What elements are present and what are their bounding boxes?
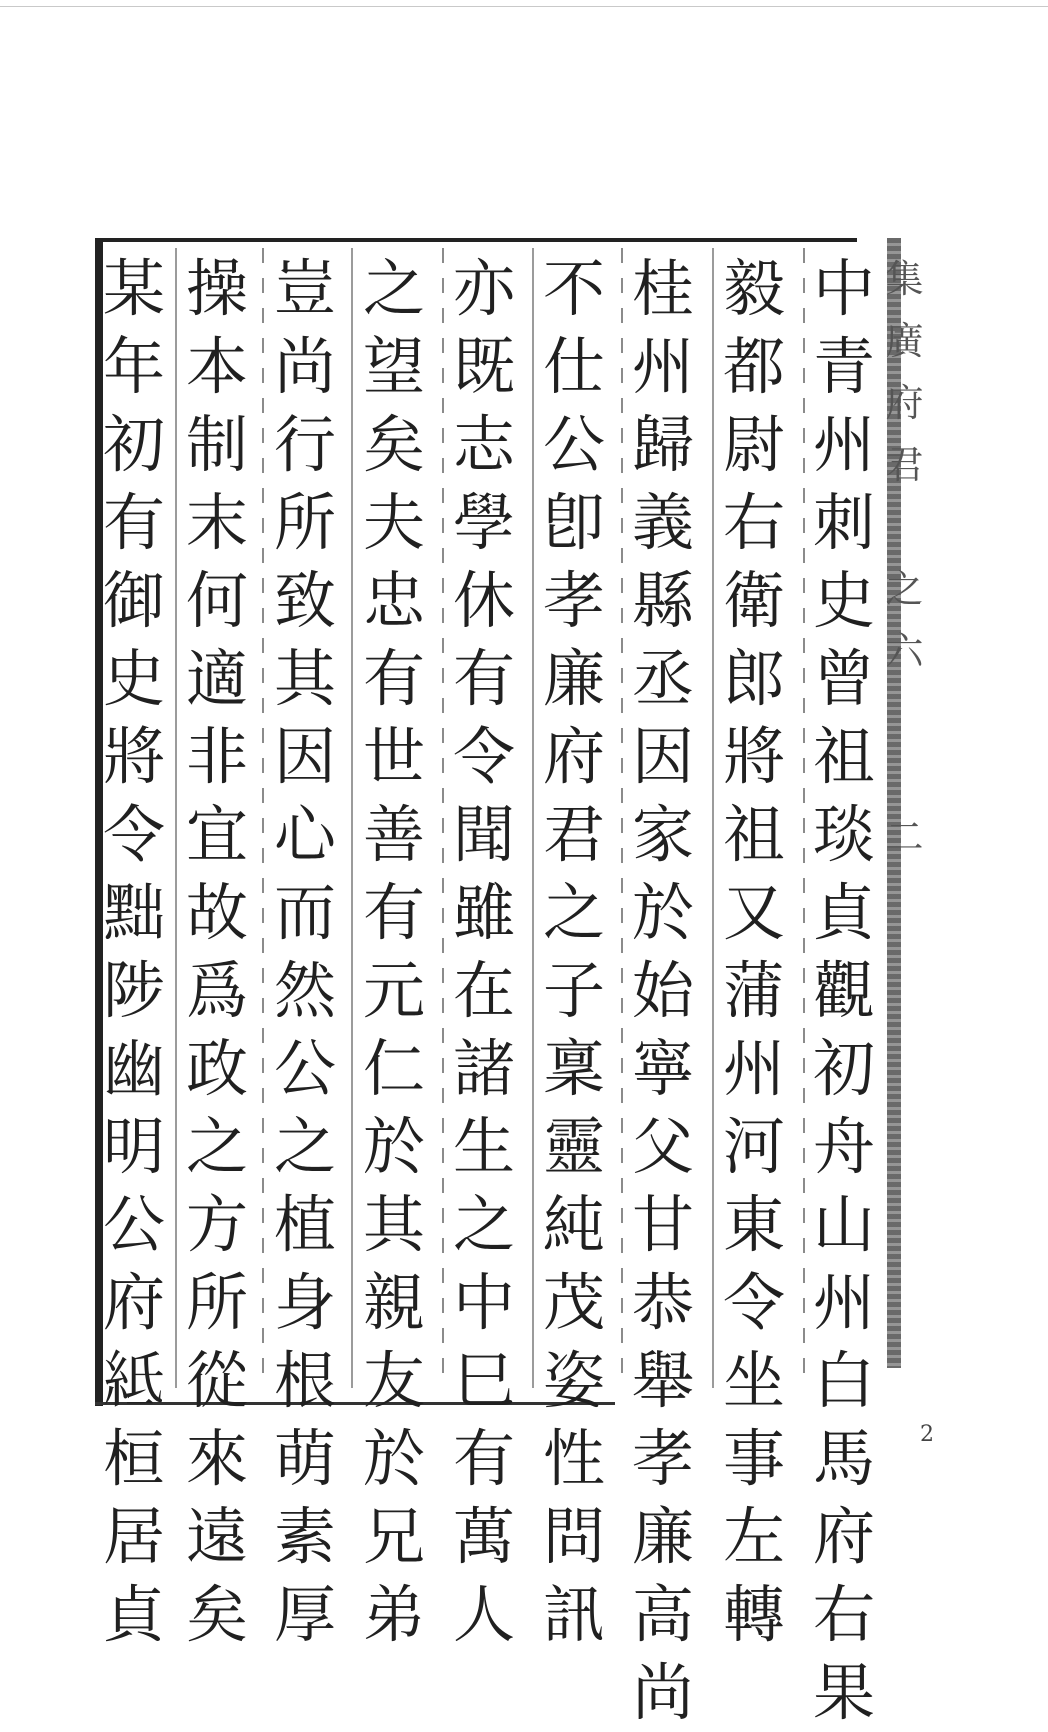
character: 卽 [542, 486, 605, 559]
character: 琰 [812, 798, 875, 871]
character: 弟 [362, 1578, 425, 1651]
character: 居 [102, 1500, 165, 1573]
margin-glyph: 集 [885, 257, 924, 301]
character: 初 [812, 1032, 875, 1105]
character: 君 [542, 798, 605, 871]
character: 御 [102, 564, 165, 637]
character: 矣 [185, 1578, 248, 1651]
character: 桓 [102, 1422, 165, 1495]
character: 舟 [812, 1110, 875, 1183]
character: 身 [273, 1266, 336, 1339]
character: 從 [185, 1344, 248, 1417]
character: 豈 [273, 252, 336, 325]
character: 望 [362, 330, 425, 403]
margin-glyph: 二 [885, 815, 924, 859]
character: 令 [452, 720, 515, 793]
character: 雖 [452, 876, 515, 949]
text-column [713, 250, 795, 1651]
margin-glyph: 君 [885, 443, 924, 487]
character: 將 [102, 720, 165, 793]
page-number: 2 [920, 1422, 934, 1447]
text-column [176, 250, 258, 1651]
character: 河 [722, 1110, 785, 1183]
character: 茂 [542, 1266, 605, 1339]
character: 所 [185, 1266, 248, 1339]
character: 純 [542, 1188, 605, 1261]
character: 中 [452, 1266, 515, 1339]
character: 故 [185, 876, 248, 949]
character: 有 [452, 642, 515, 715]
character: 聞 [452, 798, 515, 871]
character: 性 [542, 1422, 605, 1495]
character: 所 [273, 486, 336, 559]
character: 有 [102, 486, 165, 559]
character: 遠 [185, 1500, 248, 1573]
character: 縣 [631, 564, 694, 637]
character: 舉 [631, 1344, 694, 1417]
character: 不 [542, 252, 605, 325]
margin-glyph: 六 [885, 629, 924, 673]
character: 夫 [362, 486, 425, 559]
character: 右 [812, 1578, 875, 1651]
character: 既 [452, 330, 515, 403]
character: 蒲 [722, 954, 785, 1027]
character: 萬 [452, 1500, 515, 1573]
character: 曾 [812, 642, 875, 715]
character: 祖 [812, 720, 875, 793]
character: 果 [812, 1656, 875, 1729]
character: 元 [362, 954, 425, 1027]
character: 廉 [542, 642, 605, 715]
character: 適 [185, 642, 248, 715]
character: 郎 [722, 642, 785, 715]
character: 操 [185, 252, 248, 325]
character: 幽 [102, 1032, 165, 1105]
character: 有 [452, 1422, 515, 1495]
character: 生 [452, 1110, 515, 1183]
character: 州 [722, 1032, 785, 1105]
character: 諸 [452, 1032, 515, 1105]
character: 人 [452, 1578, 515, 1651]
character: 宜 [185, 798, 248, 871]
character: 毅 [722, 252, 785, 325]
character: 年 [102, 330, 165, 403]
character: 黜 [102, 876, 165, 949]
character: 白 [812, 1344, 875, 1417]
text-column [803, 250, 885, 1729]
character: 寧 [631, 1032, 694, 1105]
text-column [533, 250, 615, 1651]
character: 之 [273, 1110, 336, 1183]
character: 爲 [185, 954, 248, 1027]
character: 左 [722, 1500, 785, 1573]
character: 尉 [722, 408, 785, 481]
character: 公 [273, 1032, 336, 1105]
character: 仁 [362, 1032, 425, 1105]
character: 休 [452, 564, 515, 637]
character: 州 [631, 330, 694, 403]
character: 祖 [722, 798, 785, 871]
character: 令 [722, 1266, 785, 1339]
character: 衛 [722, 564, 785, 637]
character: 致 [273, 564, 336, 637]
character: 有 [362, 876, 425, 949]
character: 方 [185, 1188, 248, 1261]
character: 兄 [362, 1500, 425, 1573]
character: 忠 [362, 564, 425, 637]
character: 有 [362, 642, 425, 715]
character: 事 [722, 1422, 785, 1495]
character: 世 [362, 720, 425, 793]
character: 陟 [102, 954, 165, 1027]
character: 觀 [812, 954, 875, 1027]
character: 廉 [631, 1500, 694, 1573]
character: 丞 [631, 642, 694, 715]
character: 公 [102, 1188, 165, 1261]
character: 其 [362, 1188, 425, 1261]
character: 州 [812, 1266, 875, 1339]
text-column [264, 250, 346, 1651]
character: 矣 [362, 408, 425, 481]
character: 將 [722, 720, 785, 793]
character: 坐 [722, 1344, 785, 1417]
character: 都 [722, 330, 785, 403]
character: 家 [631, 798, 694, 871]
character: 靈 [542, 1110, 605, 1183]
character: 之 [452, 1188, 515, 1261]
character: 本 [185, 330, 248, 403]
character: 來 [185, 1422, 248, 1495]
character: 府 [542, 720, 605, 793]
character: 親 [362, 1266, 425, 1339]
character: 稟 [542, 1032, 605, 1105]
character: 山 [812, 1188, 875, 1261]
margin-glyph: 之 [885, 567, 924, 611]
text-column [353, 250, 435, 1651]
character: 其 [273, 642, 336, 715]
character: 公 [542, 408, 605, 481]
character: 姿 [542, 1344, 605, 1417]
character: 根 [273, 1344, 336, 1417]
character: 某 [102, 252, 165, 325]
character: 厚 [273, 1578, 336, 1651]
margin-glyph [882, 682, 927, 744]
character: 因 [631, 720, 694, 793]
character: 尚 [273, 330, 336, 403]
character: 府 [102, 1266, 165, 1339]
character: 始 [631, 954, 694, 1027]
character: 史 [812, 564, 875, 637]
character: 行 [273, 408, 336, 481]
character: 制 [185, 408, 248, 481]
character: 州 [812, 408, 875, 481]
character: 義 [631, 486, 694, 559]
character: 於 [362, 1422, 425, 1495]
character: 非 [185, 720, 248, 793]
margin-glyph: 廣 [885, 319, 924, 363]
character: 仕 [542, 330, 605, 403]
character: 之 [542, 876, 605, 949]
character: 善 [362, 798, 425, 871]
character: 初 [102, 408, 165, 481]
character: 明 [102, 1110, 165, 1183]
character: 之 [362, 252, 425, 325]
character: 又 [722, 876, 785, 949]
character: 史 [102, 642, 165, 715]
scan-top-edge [0, 6, 1048, 7]
character: 子 [542, 954, 605, 1027]
frame-top-border [95, 238, 857, 242]
text-column [443, 250, 525, 1651]
character: 之 [185, 1110, 248, 1183]
character: 孝 [631, 1422, 694, 1495]
character: 問 [542, 1500, 605, 1573]
character: 亦 [452, 252, 515, 325]
character: 甘 [631, 1188, 694, 1261]
margin-heading [882, 248, 927, 1398]
character: 素 [273, 1500, 336, 1573]
character: 然 [273, 954, 336, 1027]
character: 而 [273, 876, 336, 949]
margin-glyph [882, 744, 927, 806]
character: 貞 [812, 876, 875, 949]
character: 恭 [631, 1266, 694, 1339]
character: 於 [631, 876, 694, 949]
character: 友 [362, 1344, 425, 1417]
character: 學 [452, 486, 515, 559]
character: 府 [812, 1500, 875, 1573]
character: 因 [273, 720, 336, 793]
character: 𥿄 [102, 1344, 165, 1417]
character: 心 [273, 798, 336, 871]
margin-glyph [882, 496, 927, 558]
character: 末 [185, 486, 248, 559]
character: 馬 [812, 1422, 875, 1495]
character: 巳 [452, 1344, 515, 1417]
character: 訊 [542, 1578, 605, 1651]
margin-glyph: 府 [885, 381, 924, 425]
character: 轉 [722, 1578, 785, 1651]
character: 尚 [631, 1656, 694, 1729]
character: 於 [362, 1110, 425, 1183]
character: 貞 [102, 1578, 165, 1651]
character: 右 [722, 486, 785, 559]
text-column [93, 250, 175, 1651]
character: 刺 [812, 486, 875, 559]
character: 歸 [631, 408, 694, 481]
character: 植 [273, 1188, 336, 1261]
character: 青 [812, 330, 875, 403]
character: 在 [452, 954, 515, 1027]
text-column [622, 250, 704, 1729]
character: 中 [812, 252, 875, 325]
character: 何 [185, 564, 248, 637]
character: 令 [102, 798, 165, 871]
character: 父 [631, 1110, 694, 1183]
character: 政 [185, 1032, 248, 1105]
character: 萌 [273, 1422, 336, 1495]
character: 東 [722, 1188, 785, 1261]
character: 志 [452, 408, 515, 481]
character: 孝 [542, 564, 605, 637]
character: 高 [631, 1578, 694, 1651]
character: 桂 [631, 252, 694, 325]
